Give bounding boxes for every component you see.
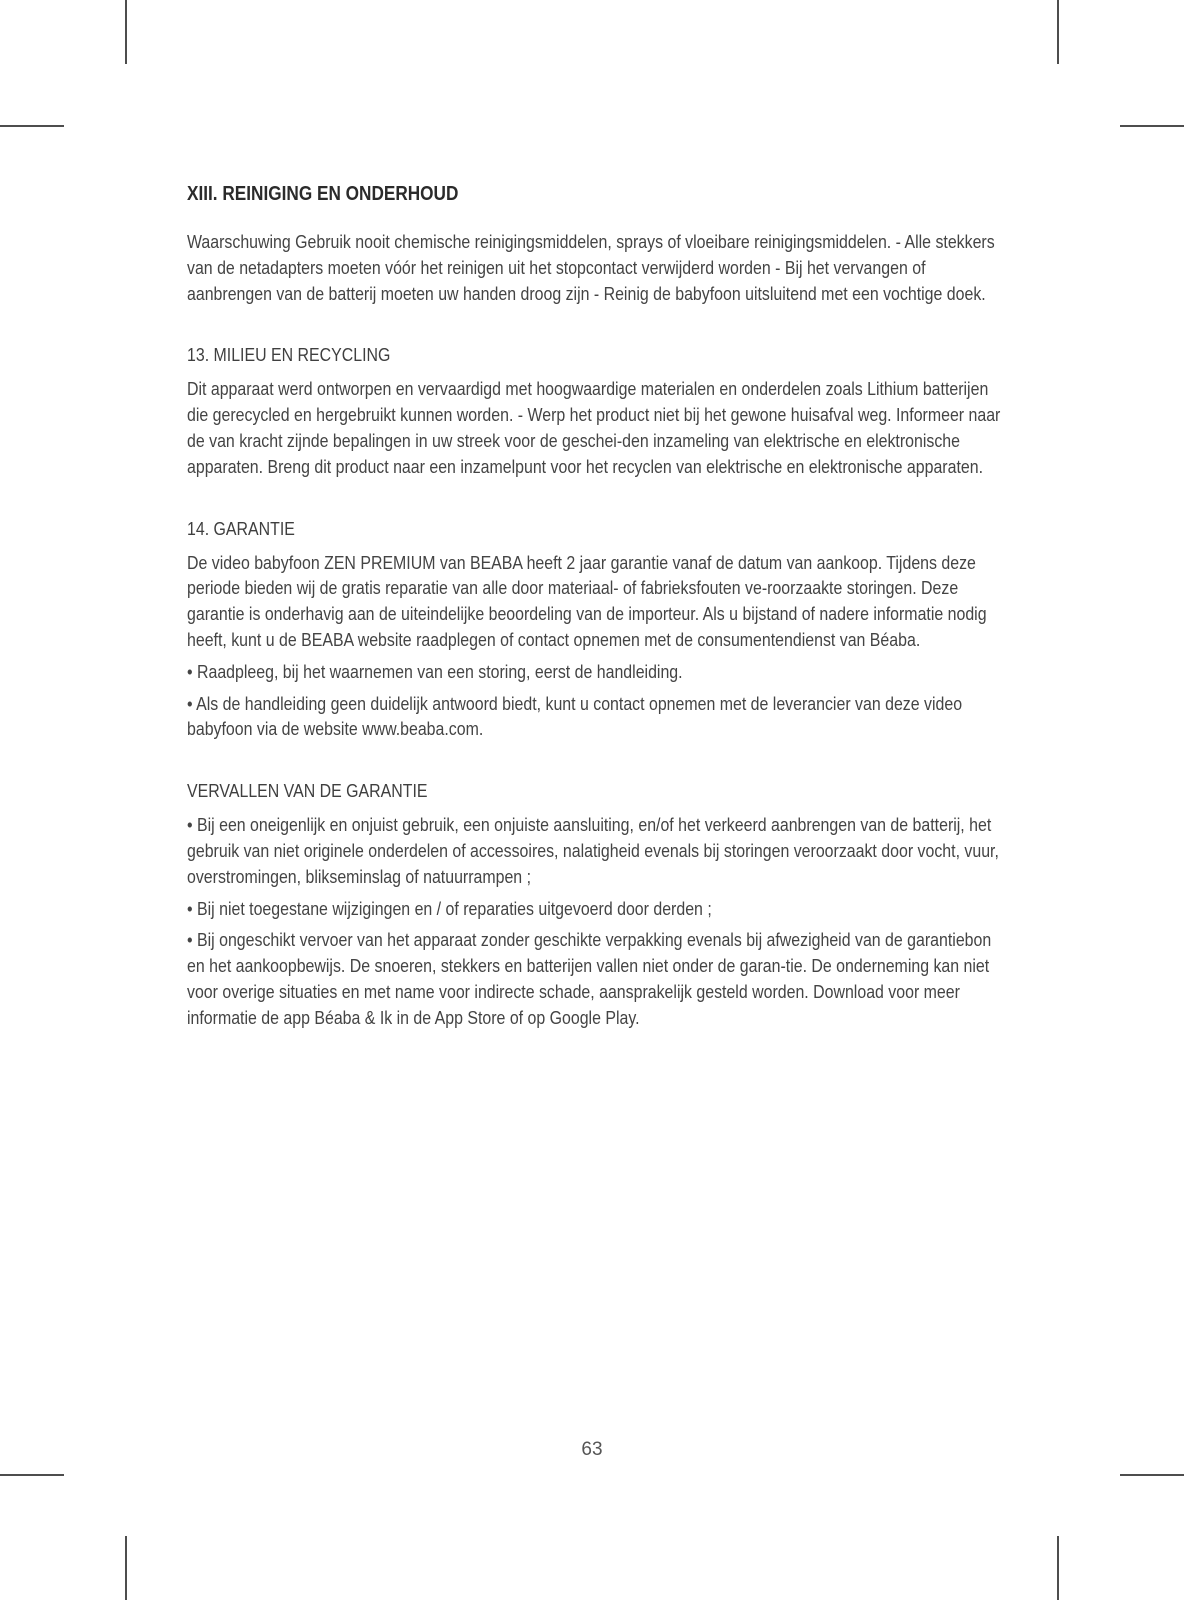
bullet-item: • Bij ongeschikt vervoer van het apparaat zonder geschikte verpakking evenals bij afwezigheid van de garantiebon en het aankoopbewijs. De snoeren, stekkers en batterijen vallen niet onder de garan-tie. De onderneming kan niet voor overige situaties en met name voor indirecte schade, aansprakelijk gesteld worden. Download voor meer informatie de app Béaba & Ik in de App Store of op Google Play. xyxy=(187,929,992,1028)
main-heading: XIII. REINIGING EN ONDERHOUD xyxy=(187,183,459,205)
bullet-item: • Bij een oneigenlijk en onjuist gebruik, een onjuiste aansluiting, en/of het verkeerd aanbrengen van de batterij, het gebruik van niet originele onderdelen of accessoires, nalatigheid evenals bij storingen veroorzaakt door vocht, vuur, overstromingen, blikseminslag of natuurrampen ; xyxy=(187,814,999,887)
section-title: VERVALLEN VAN DE GARANTIE xyxy=(187,780,428,802)
crop-mark-top-right-horizontal xyxy=(1120,125,1184,127)
document-body xyxy=(187,182,1001,1068)
crop-mark-top-left-vertical xyxy=(125,0,127,64)
bullet-item: • Raadpleeg, bij het waarnemen van een storing, eerst de handleiding. xyxy=(187,660,683,682)
bullet-item: • Als de handleiding geen duidelijk antwoord biedt, kunt u contact opnemen met de leverancier van deze video babyfoon via de website www.beaba.com. xyxy=(187,692,963,740)
bullet-item: • Bij niet toegestane wijzigingen en / of reparaties uitgevoerd door derden ; xyxy=(187,897,712,919)
section-warranty-void xyxy=(187,779,1007,1030)
page-number: 63 xyxy=(581,1439,603,1460)
paragraph: Dit apparaat werd ontworpen en vervaardigd met hoogwaardige materialen en onderdelen zoals Lithium batterijen die gerecycled en hergebruikt kunnen worden. - Werp het product niet bij het gewone huisafval weg. Informeer naar de van kracht zijnde bepalingen in uw streek voor de geschei-den inzameling van elektrische en elektronische apparaten. Breng dit product naar een inzamelpunt voor het recyclen van elektrische en elektronische apparaten. xyxy=(187,378,1001,477)
section-environment-recycling xyxy=(187,343,1007,479)
crop-mark-bottom-right-horizontal xyxy=(1120,1474,1184,1476)
section-warranty xyxy=(187,517,1007,743)
crop-mark-top-left-horizontal xyxy=(0,125,64,127)
paragraph: De video babyfoon ZEN PREMIUM van BEABA heeft 2 jaar garantie vanaf de datum van aankoop. Tijdens deze periode bieden wij de gratis reparatie van alle door materiaal- of fabrieksfouten ve-roorzaakte storingen. Deze garantie is onderhavig aan de uiteindelijke beoordeling van de importeur. Als u bijstand of nadere informatie nodig heeft, kunt u de BEABA website raadplegen of contact opnemen met de consumentendienst van Béaba. xyxy=(187,551,987,650)
crop-mark-bottom-right-vertical xyxy=(1057,1536,1059,1600)
crop-mark-bottom-left-horizontal xyxy=(0,1474,64,1476)
paragraph: Waarschuwing Gebruik nooit chemische reinigingsmiddelen, sprays of vloeibare reinigingsmiddelen. - Alle stekkers van de netadapters moeten vóór het reinigen uit het stopcontact verwijderd worden - Bij het vervangen of aanbrengen van de batterij moeten uw handen droog zijn - Reinig de babyfoon uitsluitend met een vochtige doek. xyxy=(187,231,995,304)
crop-mark-bottom-left-vertical xyxy=(125,1536,127,1600)
section-cleaning-warning xyxy=(187,229,1007,306)
section-title: 14. GARANTIE xyxy=(187,517,295,539)
crop-mark-top-right-vertical xyxy=(1057,0,1059,64)
section-title: 13. MILIEU EN RECYCLING xyxy=(187,344,391,366)
